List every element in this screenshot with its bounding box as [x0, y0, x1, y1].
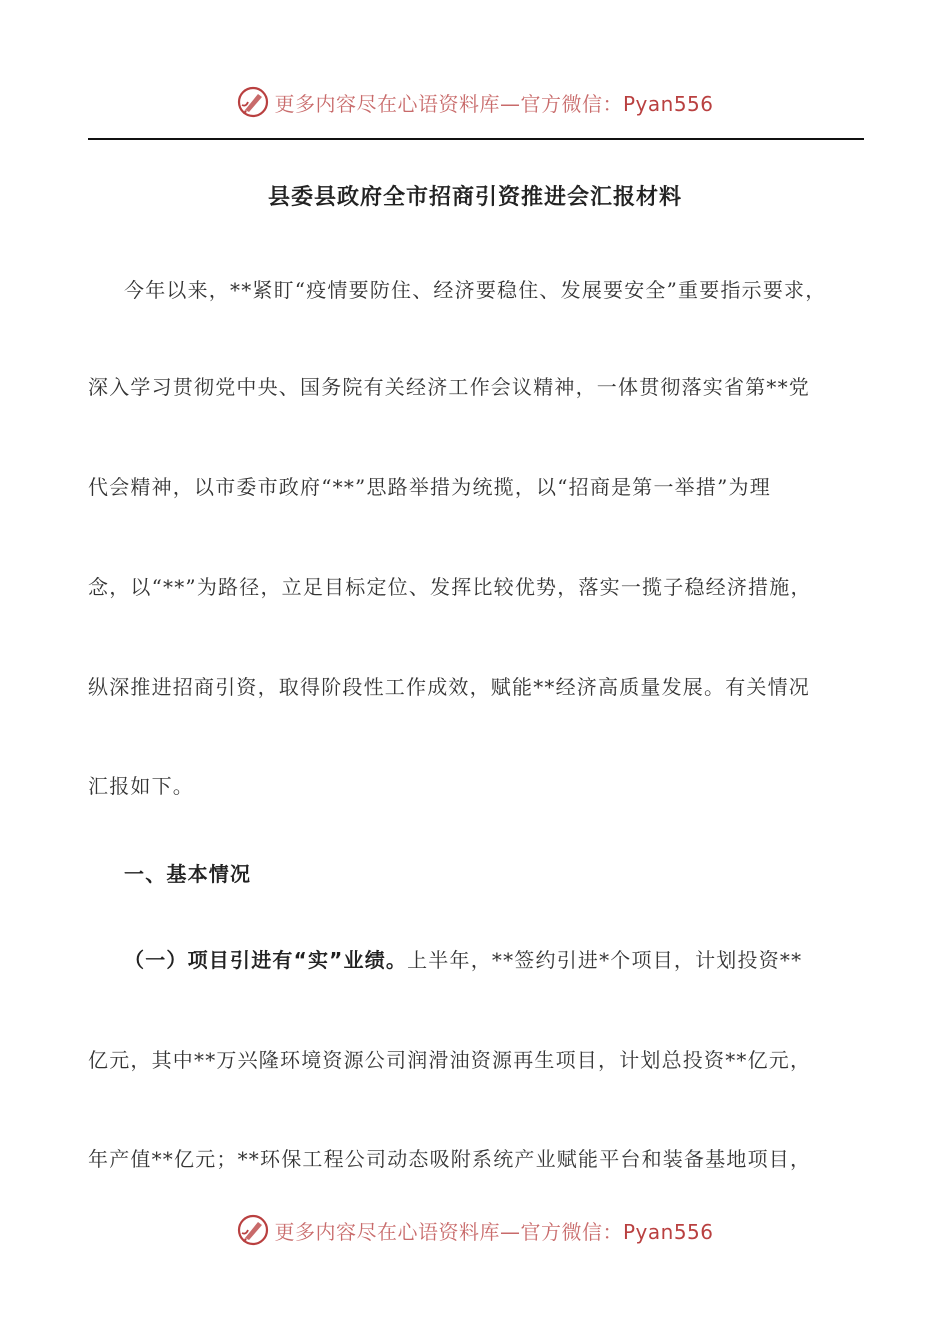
paragraph-line: 深入学习贯彻党中央、国务院有关经济工作会议精神，一体贯彻落实省第**党	[88, 375, 810, 399]
paragraph-line: 亿元，其中**万兴隆环境资源公司润滑油资源再生项目，计划总投资**亿元，	[88, 1048, 812, 1072]
subsection-first-line	[124, 946, 802, 974]
quill-pen-logo-icon	[236, 85, 270, 119]
paragraph-line: 纵深推进招商引资，取得阶段性工作成效，赋能**经济高质量发展。有关情况	[88, 675, 810, 699]
header-banner	[0, 82, 950, 122]
section-heading: 一、基本情况	[124, 862, 252, 886]
document-title: 县委县政府全市招商引资推进会汇报材料	[267, 185, 682, 210]
paragraph-line: 代会精神，以市委市政府“**”思路举措为统揽，以“招商是第一举措”为理	[88, 475, 771, 499]
paragraph-line: 今年以来，**紧盯“疫情要防住、经济要稳住、发展要安全”重要指示要求，	[124, 278, 827, 302]
wechat-id: Pyan556	[622, 1219, 714, 1244]
quill-pen-logo-icon	[236, 1213, 270, 1247]
footer-banner	[0, 1210, 950, 1250]
paragraph-line: 念，以“**”为路径，立足目标定位、发挥比较优势，落实一揽子稳经济措施，	[88, 575, 812, 599]
subsection-heading: （一）项目引进有“实”业绩。	[124, 948, 408, 972]
subsection-text: 上半年，**签约引进*个项目，计划投资**	[407, 948, 803, 972]
paragraph-line: 汇报如下。	[88, 774, 194, 798]
header-divider	[88, 138, 864, 140]
wechat-id: Pyan556	[622, 91, 714, 116]
banner-text: 更多内容尽在心语资料库—官方微信：Pyan556	[274, 1219, 714, 1244]
paragraph-line: 年产值**亿元；**环保工程公司动态吸附系统产业赋能平台和装备基地项目，	[88, 1147, 812, 1171]
banner-text: 更多内容尽在心语资料库—官方微信：Pyan556	[274, 91, 714, 116]
